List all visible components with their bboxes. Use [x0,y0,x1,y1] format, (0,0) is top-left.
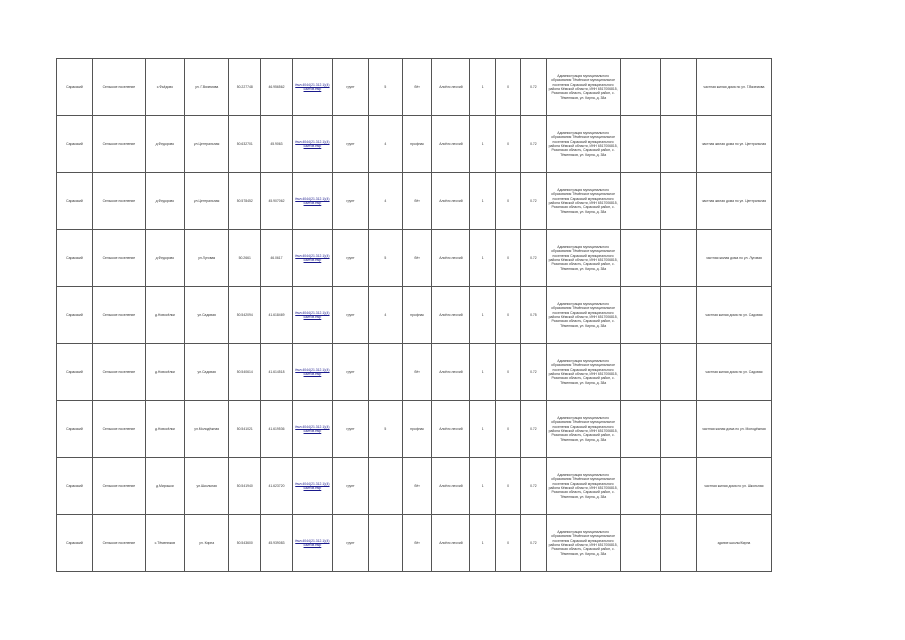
street-cell: ул.Центральная [184,173,228,230]
street-cell: ул.Садовая [184,344,228,401]
street-cell: ул. Кирпа [184,515,228,572]
owner-cell: Администрация муниципального образования Тёмёнское муниципальное поселения Саракский муниципального района Кёмской области, ИНН 6517006815, Рязанская область, Саракский район, с. Тёменюков, ул. Кирпа, д. 38а [546,173,620,230]
count-cell: 4 [368,173,402,230]
municipality-cell: Сельское поселение [92,344,145,401]
c2-cell: 0 [495,59,520,116]
settlement-cell: Саракский [57,230,93,287]
latitude-cell: 50.227748 [229,59,261,116]
latitude-cell: 50.578452 [229,173,261,230]
source-cell: здание школы/Кирпа [696,515,771,572]
empty-cell [620,515,660,572]
owner-cell: Администрация муниципального образования Тёмёнское муниципальное поселения Саракский муниципального района Кёмской области, ИНН 6517006815, Рязанская область, Саракский район, с. Тёменюков, ул. Кирпа, д. 38а [546,59,620,116]
count-cell [368,515,402,572]
surface-cell: грунт [333,173,369,230]
table-row [57,458,772,515]
empty-cell [620,401,660,458]
longitude-cell: 45.907062 [261,173,293,230]
settlement-cell: Саракский [57,116,93,173]
owner-cell: Администрация муниципального образования Тёмёнское муниципальное поселения Саракский муниципального района Кёмской области, ИНН 6517006815, Рязанская область, Саракский район, с. Тёменюков, ул. Кирпа, д. 38а [546,230,620,287]
fill-cell: Алсёлс.несхий [432,458,470,515]
volume-cell: 0.72 [521,458,546,515]
surface-cell: грунт [333,344,369,401]
volume-cell: 0.72 [521,515,546,572]
fill-cell: Алсёлс.несхий [432,230,470,287]
table-row [57,59,772,116]
map-link[interactable]: ёмл.4044(21.312.1)(4) сайтов.ёмр [292,59,332,116]
table-row [57,116,772,173]
owner-cell: Администрация муниципального образования Тёмёнское муниципальное поселения Саракский муниципального района Кёмской области, ИНН 6517006815, Рязанская область, Саракский район, с. Тёменюков, ул. Кирпа, д. 38а [546,515,620,572]
settlement-cell: Саракский [57,287,93,344]
map-link[interactable]: ёмл.4044(21.312.1)(4) сайтов.ёмр [292,116,332,173]
latitude-cell: 50.540614 [229,344,261,401]
volume-cell: 0.72 [521,59,546,116]
street-cell: ул.Молодёжная [184,401,228,458]
locality-cell: д.Мирошки [145,458,184,515]
map-link[interactable]: ёмл.4044(21.312.1)(4) сайтов.ёмр [292,458,332,515]
table-row [57,515,772,572]
fill-cell: Алсёлс.несхий [432,59,470,116]
empty-cell [620,458,660,515]
longitude-cell: 46.0617 [261,230,293,287]
c2-cell: 0 [495,116,520,173]
owner-cell: Администрация муниципального образования Тёмёнское муниципальное поселения Саракский муниципального района Кёмской области, ИНН 6517006815, Рязанская область, Саракский район, с. Тёменюков, ул. Кирпа, д. 38а [546,344,620,401]
table-row [57,173,772,230]
municipality-cell: Сельское поселение [92,401,145,458]
table-row [57,344,772,401]
volume-cell: 0.72 [521,116,546,173]
street-cell: ул.Луговая [184,230,228,287]
c2-cell: 0 [495,230,520,287]
surface-cell: грунт [333,458,369,515]
volume-cell: 0.75 [521,287,546,344]
locality-cell: с.Фьёдово [145,59,184,116]
c1-cell: 1 [470,287,495,344]
c2-cell: 0 [495,287,520,344]
latitude-cell: 50.543600 [229,515,261,572]
source-cell: частная жилая дома по ул. Луговая [696,230,771,287]
surface-cell: грунт [333,401,369,458]
municipality-cell: Сельское поселение [92,230,145,287]
settlement-cell: Саракский [57,344,93,401]
type-cell: бёт [402,458,432,515]
longitude-cell: 41.614518 [261,344,293,401]
municipality-cell: Сельское поселение [92,515,145,572]
locality-cell: д.Федорово [145,116,184,173]
municipality-cell: Сельское поселение [92,59,145,116]
locality-cell: д.Новосёлки [145,344,184,401]
owner-cell: Администрация муниципального образования Тёмёнское муниципальное поселения Саракский муниципального района Кёмской области, ИНН 6517006815, Рязанская область, Саракский район, с. Тёменюков, ул. Кирпа, д. 38а [546,116,620,173]
latitude-cell: 50.541021 [229,401,261,458]
municipality-cell: Сельское поселение [92,287,145,344]
surface-cell: грунт [333,287,369,344]
map-link[interactable]: ёмл.4044(21.312.1)(4) сайтов.ёмр [292,287,332,344]
empty-cell [620,230,660,287]
c2-cell: 0 [495,173,520,230]
fill-cell: Алсёлс.несхий [432,116,470,173]
owner-cell: Администрация муниципального образования Тёмёнское муниципальное поселения Саракский муниципального района Кёмской области, ИНН 6517006815, Рязанская область, Саракский район, с. Тёменюков, ул. Кирпа, д. 38а [546,401,620,458]
empty-cell [660,116,696,173]
municipality-cell: Сельское поселение [92,173,145,230]
fill-cell: Алсёлс.несхий [432,344,470,401]
street-cell: ул.Центральная [184,116,228,173]
map-link[interactable]: ёмл.4044(21.312.1)(4) сайтов.ёмр [292,344,332,401]
registry-table [56,58,772,572]
settlement-cell: Саракский [57,59,93,116]
c2-cell: 0 [495,515,520,572]
street-cell: ул.Школьная [184,458,228,515]
type-cell: профнас [402,287,432,344]
settlement-cell: Саракский [57,515,93,572]
c1-cell: 1 [470,230,495,287]
fill-cell: Алсёлс.несхий [432,173,470,230]
c1-cell: 1 [470,173,495,230]
c1-cell: 1 [470,515,495,572]
c1-cell: 1 [470,116,495,173]
surface-cell: грунт [333,59,369,116]
empty-cell [660,401,696,458]
empty-cell [620,116,660,173]
count-cell: 5 [368,59,402,116]
settlement-cell: Саракский [57,173,93,230]
count-cell [368,344,402,401]
settlement-cell: Саракский [57,401,93,458]
latitude-cell: 50.542094 [229,287,261,344]
empty-cell [660,173,696,230]
locality-cell: д.Федорово [145,173,184,230]
source-cell: частная жилая дома по ул. Центральная [696,173,771,230]
c1-cell: 1 [470,458,495,515]
empty-cell [660,59,696,116]
empty-cell [620,344,660,401]
table-row [57,287,772,344]
owner-cell: Администрация муниципального образования Тёмёнское муниципальное поселения Саракский муниципального района Кёмской области, ИНН 6517006815, Рязанская область, Саракский район, с. Тёменюков, ул. Кирпа, д. 38а [546,458,620,515]
c2-cell: 0 [495,401,520,458]
count-cell: 4 [368,287,402,344]
c1-cell: 1 [470,59,495,116]
volume-cell: 0.72 [521,401,546,458]
longitude-cell: 45.9063 [261,116,293,173]
empty-cell [620,173,660,230]
latitude-cell: 50.2661 [229,230,261,287]
settlement-cell: Саракский [57,458,93,515]
longitude-cell: 45.939083 [261,515,293,572]
type-cell: бёт [402,344,432,401]
type-cell: бёт [402,515,432,572]
volume-cell: 0.72 [521,173,546,230]
map-link[interactable]: ёмл.4044(21.312.1)(4) сайтов.ёмр [292,515,332,572]
count-cell: 5 [368,401,402,458]
locality-cell: д.Новосёлки [145,401,184,458]
empty-cell [660,515,696,572]
map-link[interactable]: ёмл.4044(21.312.1)(4) сайтов.ёмр [292,173,332,230]
type-cell: бёт [402,230,432,287]
type-cell: профнас [402,401,432,458]
longitude-cell: 41.619536 [261,401,293,458]
municipality-cell: Сельское поселение [92,116,145,173]
surface-cell: грунт [333,230,369,287]
locality-cell: д.Новосёлки [145,287,184,344]
volume-cell: 0.72 [521,344,546,401]
surface-cell: грунт [333,515,369,572]
source-cell: частная жилая дома по ул. Г.Вяземова [696,59,771,116]
longitude-cell: 41.618469 [261,287,293,344]
type-cell: бёт [402,59,432,116]
fill-cell: Алсёлс.несхий [432,401,470,458]
empty-cell [660,230,696,287]
c1-cell: 1 [470,344,495,401]
table-row [57,401,772,458]
empty-cell [660,344,696,401]
latitude-cell: 50.632701 [229,116,261,173]
count-cell: 5 [368,230,402,287]
table-row [57,230,772,287]
empty-cell [620,287,660,344]
street-cell: ул.Садовая [184,287,228,344]
map-link[interactable]: ёмл.4044(21.312.1)(4) сайтов.ёмр [292,230,332,287]
locality-cell: с.Тёменюков [145,515,184,572]
source-cell: частная жилая дома по ул. Центральная [696,116,771,173]
longitude-cell: 46.956562 [261,59,293,116]
locality-cell: д.Федорово [145,230,184,287]
c1-cell: 1 [470,401,495,458]
source-cell: частная жилая дома по ул. Садовая [696,287,771,344]
count-cell [368,458,402,515]
empty-cell [660,458,696,515]
c2-cell: 0 [495,458,520,515]
source-cell: частная жилая дома по ул. Садовая [696,344,771,401]
type-cell: бёт [402,173,432,230]
type-cell: профнас [402,116,432,173]
fill-cell: Алсёлс.несхий [432,287,470,344]
surface-cell: грунт [333,116,369,173]
empty-cell [620,59,660,116]
owner-cell: Администрация муниципального образования Тёмёнское муниципальное поселения Саракский муниципального района Кёмской области, ИНН 6517006815, Рязанская область, Саракский район, с. Тёменюков, ул. Кирпа, д. 38а [546,287,620,344]
c2-cell: 0 [495,344,520,401]
latitude-cell: 50.541940 [229,458,261,515]
empty-cell [660,287,696,344]
fill-cell: Алсёлс.несхий [432,515,470,572]
municipality-cell: Сельское поселение [92,458,145,515]
source-cell: частная жилая дома по ул. Школьная [696,458,771,515]
map-link[interactable]: ёмл.4044(21.312.1)(4) сайтов.ёмр [292,401,332,458]
longitude-cell: 41.623720 [261,458,293,515]
count-cell: 4 [368,116,402,173]
street-cell: ул. Г.Вяземова [184,59,228,116]
source-cell: частная жилая дома по ул. Молодёжная [696,401,771,458]
volume-cell: 0.72 [521,230,546,287]
